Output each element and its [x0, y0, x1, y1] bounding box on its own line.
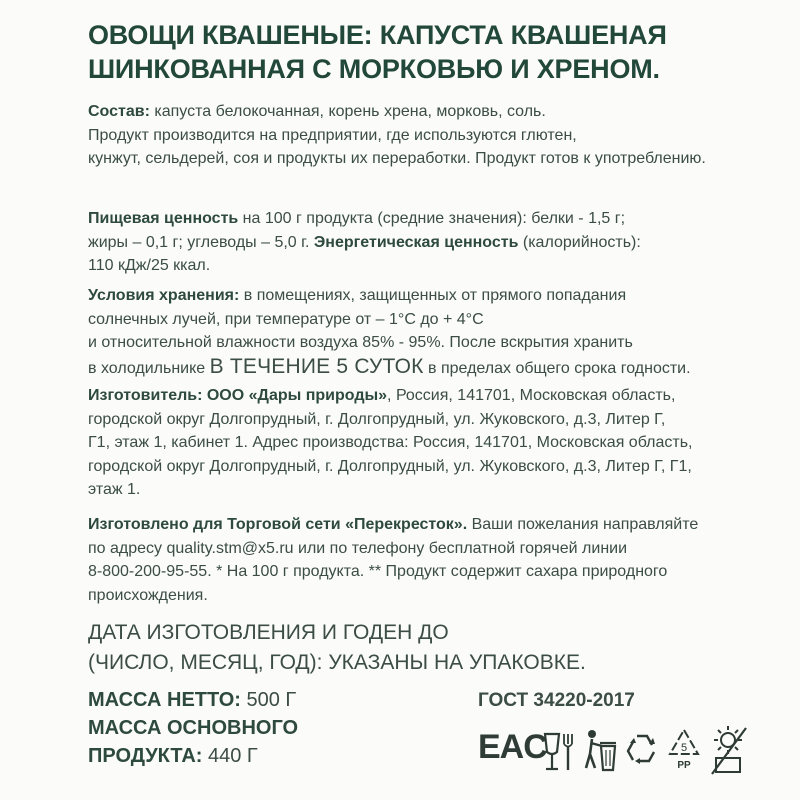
nutrition-label: Пищевая ценность	[88, 210, 239, 227]
food-contact-glass-fork-icon	[542, 730, 578, 774]
nutrition-text-3: (калорийность):	[518, 233, 641, 251]
composition-label: Состав:	[88, 103, 150, 120]
dates-line-2: (ЧИСЛО, МЕСЯЦ, ГОД): УКАЗАНЫ НА УПАКОВКЕ.	[88, 651, 586, 674]
storage-line-2: солнечных лучей, при температуре от – 1°С до + 4°С	[88, 310, 484, 328]
manufacturer-line-4: городской округ Долгопрудный, г. Долгопрудный, ул. Жуковского, д.3, Литер Г, Г1,	[88, 457, 692, 475]
energy-label: Энергетическая ценность	[313, 233, 519, 251]
certification-icons	[478, 722, 778, 782]
manufacturer-label: Изготовитель: ООО «Дары природы»	[88, 387, 388, 404]
title-line-2: ШИНКОВАННАЯ С МОРКОВЬЮ И ХРЕНОМ.	[88, 54, 660, 84]
storage-line-3: и относительной влажности воздуха 85% - 95%. После вскрытия хранить	[88, 334, 633, 351]
main-mass-label-2: ПРОДУКТА:	[88, 745, 203, 767]
storage-text-1: в помещениях, защищенных от прямого попадания	[239, 287, 627, 304]
tidyman-bin-icon	[584, 728, 618, 774]
retailer-text-1: Ваши пожелания направляйте	[467, 516, 699, 533]
retailer-label: Изготовлено для Торговой сети «Перекресток».	[88, 516, 468, 533]
retailer-line-2: по адресу quality.stm@x5.ru или по телефону бесплатной горячей линии	[88, 539, 628, 557]
manufacturer-line-5: этаж 1.	[88, 481, 141, 498]
recycle-mobius-icon	[624, 728, 660, 772]
title-line-1: ОВОЩИ КВАШЕНЫЕ: КАПУСТА КВАШЕНАЯ	[88, 20, 667, 50]
retailer-line-4: происхождения.	[88, 586, 208, 604]
recycle-number: 5	[680, 742, 688, 754]
nutrition-text-2: жиры – 0,1 г; углеводы – 5,0 г.	[88, 233, 314, 251]
nutrition-line-3: 110 кДж/25 ккал.	[88, 257, 211, 274]
retailer-block	[88, 513, 788, 607]
dates-line-1: ДАТА ИЗГОТОВЛЕНИЯ И ГОДЕН ДО	[88, 621, 449, 644]
storage-line-4-pre: в холодильнике	[88, 359, 210, 377]
keep-away-from-sun-icon	[708, 724, 752, 778]
recycle-code: PP	[677, 760, 691, 771]
nutrition-block	[88, 207, 788, 278]
recycle-5-pp-icon	[666, 726, 702, 776]
manufacturer-line-2: городской округ Долгопрудный, г. Долгопрудный, ул. Жуковского, д.3, Литер Г,	[88, 410, 666, 428]
manufacturer-text-1: , Россия, 141701, Московская область,	[387, 387, 676, 404]
gost-standard: ГОСТ 34220-2017	[478, 690, 635, 711]
manufacturer-line-3: Г1, этаж 1, кабинет 1. Адрес производства: Россия, 141701, Московская область,	[88, 434, 693, 451]
storage-label: Условия хранения:	[88, 287, 240, 304]
mass-block	[88, 686, 488, 770]
composition-line-3: кунжут, сельдерей, соя и продукты их переработки. Продукт готов к употреблению.	[88, 150, 706, 167]
net-mass-label: МАССА НЕТТО:	[88, 689, 241, 711]
nutrition-text-1: на 100 г продукта (средние значения): белки - 1,5 г;	[238, 210, 626, 227]
net-mass-value: 500 Г	[240, 689, 297, 711]
dates-block	[88, 618, 788, 678]
composition-block	[88, 100, 788, 171]
main-mass-value: 440 Г	[202, 745, 258, 767]
manufacturer-block	[88, 384, 788, 502]
storage-period: В ТЕЧЕНИЕ 5 СУТОК	[209, 354, 424, 378]
storage-line-4-post: в пределах общего срока годности.	[423, 359, 691, 377]
main-mass-label-1: МАССА ОСНОВНОГО	[88, 717, 299, 739]
storage-block	[88, 284, 788, 380]
composition-line-2: Продукт производится на предприятии, где используются глютен,	[88, 126, 577, 144]
retailer-line-3: 8-800-200-95-55. * На 100 г продукта. ** Продукт содержит сахара природного	[88, 563, 668, 580]
composition-text: капуста белокочанная, корень хрена, морковь, соль.	[149, 103, 546, 120]
product-title	[88, 18, 788, 86]
eac-mark: EAC	[478, 728, 547, 766]
